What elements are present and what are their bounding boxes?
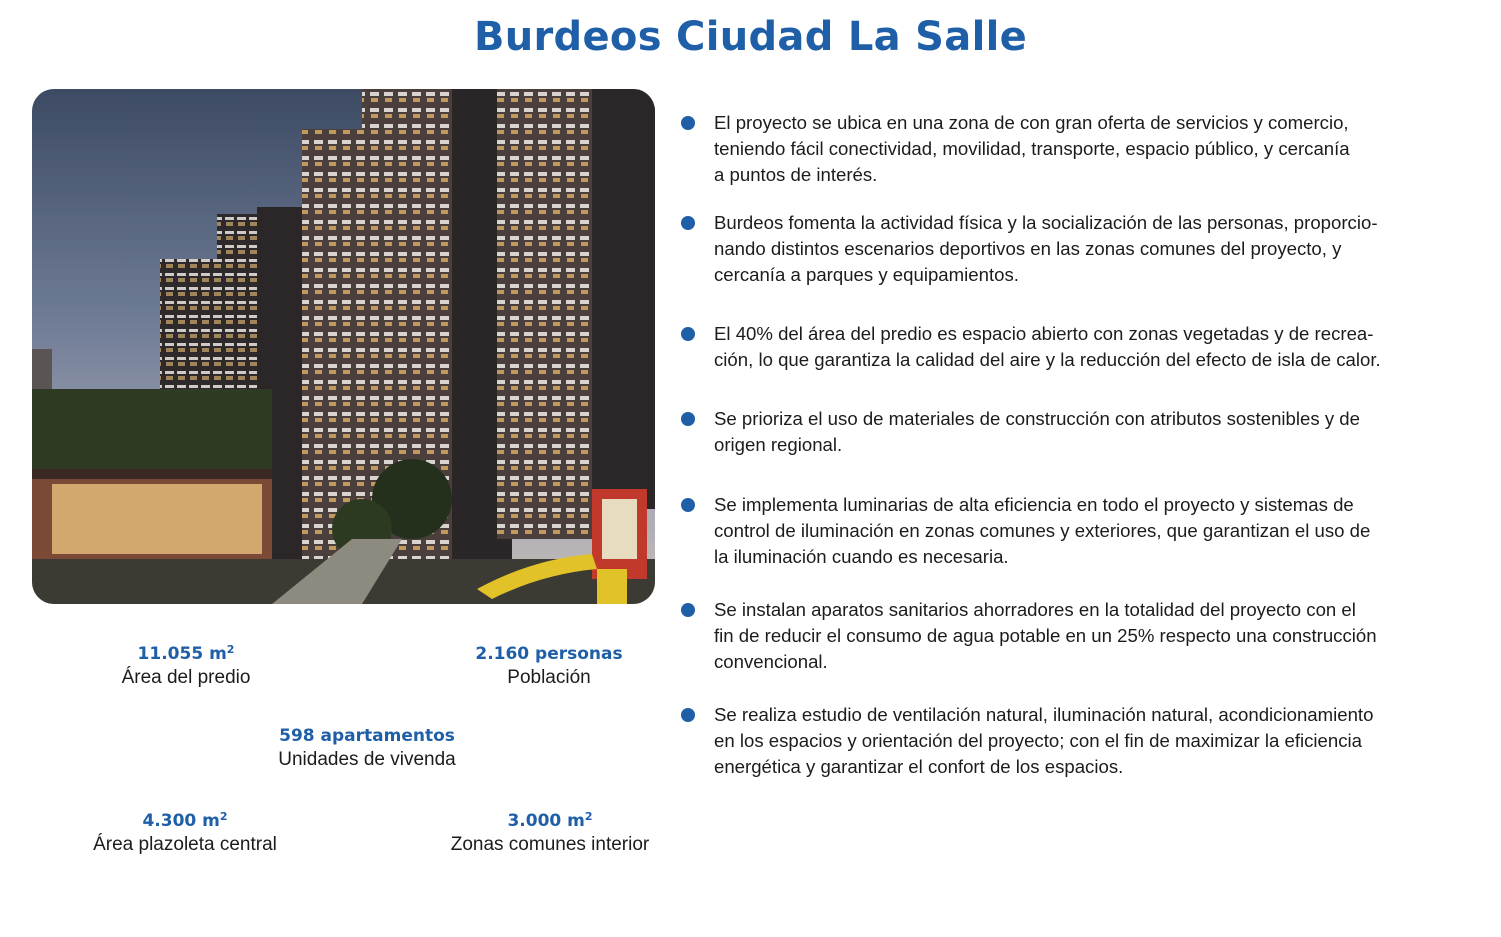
bullet-dot-icon	[681, 327, 695, 341]
stat-area-predio	[86, 638, 286, 690]
list-item-text: Se prioriza el uso de materiales de construcción con atributos sostenibles y de origen regional.	[714, 408, 1360, 455]
list-item	[678, 110, 1478, 188]
list-item	[678, 597, 1478, 675]
stat-zonas-comunes	[430, 805, 670, 857]
bullet-dot-icon	[681, 498, 695, 512]
stat-label: Área del predio	[121, 667, 251, 688]
stat-value: 2.160 personas	[475, 644, 623, 664]
bullet-dot-icon	[681, 412, 695, 426]
bullet-dot-icon	[681, 216, 695, 230]
page-title: Burdeos Ciudad La Salle	[473, 14, 1028, 60]
stat-label: Área plazoleta central	[93, 834, 277, 855]
list-item	[678, 406, 1478, 458]
list-item-text: Se implementa luminarias de alta eficiencia en todo el proyecto y sistemas de control de iluminación en zonas comunes y exteriores, que garantizan el uso de la iluminación cuando es necesaria.	[714, 494, 1371, 567]
stat-value: 598 apartamentos	[279, 726, 455, 746]
list-item-text: Burdeos fomenta la actividad física y la socialización de las personas, proporcio- nando distintos escenarios deportivos en las zonas comunes del proyecto, y cercanía a parques y equipamientos.	[714, 212, 1378, 285]
stat-value: 3.000 $m^2$	[507, 810, 593, 831]
bullet-dot-icon	[681, 603, 695, 617]
list-item-text: El 40% del área del predio es espacio abierto con zonas vegetadas y de recrea- ción, lo que garantiza la calidad del aire y la reducción del efecto de isla de calor.	[714, 323, 1381, 370]
stat-label: Zonas comunes interior	[450, 834, 650, 855]
building-photo	[32, 89, 655, 604]
stat-label: Unidades de vivenda	[278, 749, 456, 770]
list-item	[678, 210, 1478, 288]
list-item-text: El proyecto se ubica en una zona de con gran oferta de servicios y comercio, teniendo fácil conectividad, movilidad, transporte, espacio público, y cercanía a puntos de interés.	[714, 112, 1350, 185]
stat-plazoleta	[70, 805, 300, 857]
stat-poblacion	[449, 638, 649, 690]
list-item-text: Se instalan aparatos sanitarios ahorradores en la totalidad del proyecto con el fin de reducir el consumo de agua potable en un 25% respecto una construcción convencional.	[714, 599, 1377, 672]
list-item	[678, 702, 1478, 780]
list-item	[678, 492, 1478, 570]
stat-label: Población	[507, 667, 591, 688]
stat-value: 4.300 $m^2$	[142, 810, 228, 831]
stat-value: 11.055 $m^2$	[137, 643, 235, 664]
building-illustration	[32, 89, 655, 604]
list-item-text: Se realiza estudio de ventilación natural, iluminación natural, acondicionamiento en los espacios y orientación del proyecto; con el fin de maximizar la eficiencia energética y garantizar el confort de los espacios.	[714, 704, 1374, 777]
bullet-dot-icon	[681, 116, 695, 130]
bullet-dot-icon	[681, 708, 695, 722]
stat-unidades	[247, 720, 487, 772]
list-item	[678, 321, 1478, 373]
